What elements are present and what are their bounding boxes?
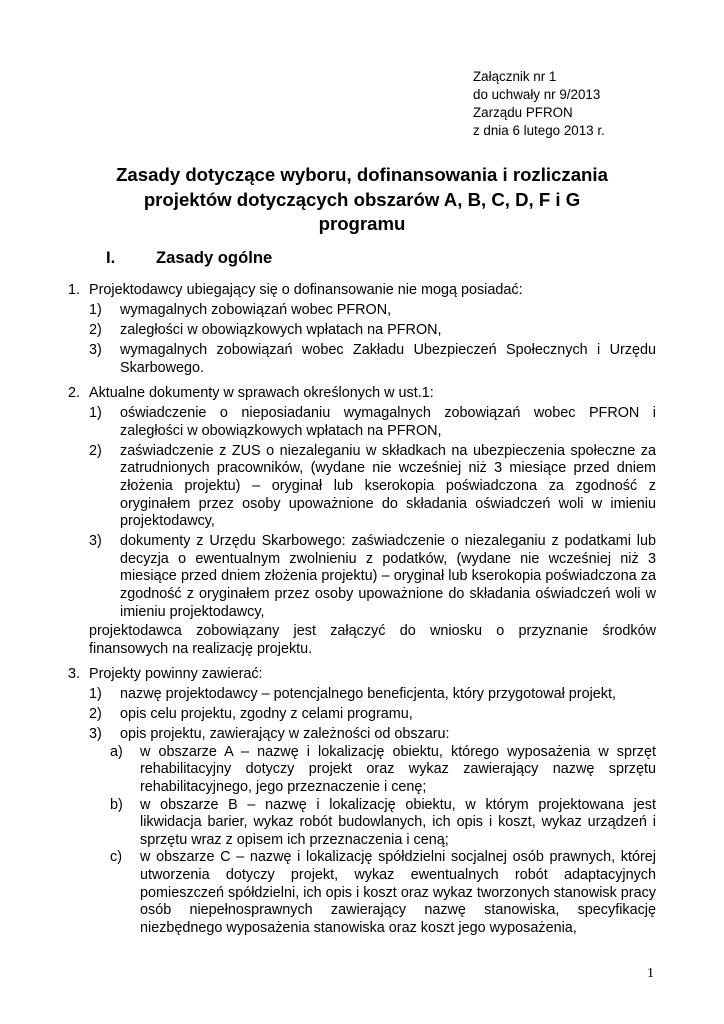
sub-item xyxy=(89,322,656,340)
sub-sub-item xyxy=(110,849,656,937)
sub-item-text: nazwę projektodawcy – potencjalnego beneficjenta, który przygotował projekt, xyxy=(120,685,616,702)
item-number: 3. xyxy=(68,665,81,682)
sub-item-text: wymagalnych zobowiązań wobec PFRON, xyxy=(120,302,392,319)
item-number: 2. xyxy=(68,384,81,401)
sub-item xyxy=(89,443,656,531)
annex-line: do uchwały nr 9/2013 xyxy=(473,87,601,102)
sub-item-number: 3) xyxy=(89,342,102,359)
sub-sub-item-text: w obszarze A – nazwę i lokalizację obiektu, którego wyposażenia w sprzęt rehabilitacyjny dotyczy projekt oraz wykaz zawierający nazwę sprzętu rehabilitacyjnego, jego przeznaczenie i cenę; xyxy=(140,743,656,795)
sub-item-number: 1) xyxy=(89,685,102,702)
item-text: Projekty powinny zawierać: xyxy=(89,665,263,682)
item-closing-text: projektodawca zobowiązany jest załączyć do wniosku o przyznanie środków finansowych na realizację projektu. xyxy=(89,623,656,657)
sub-item-number: 1) xyxy=(89,302,102,319)
sub-item xyxy=(89,302,656,320)
title-line: Zasady dotyczące wyboru, dofinansowania i rozliczania xyxy=(116,164,608,185)
list-item xyxy=(68,282,656,377)
sub-sub-item xyxy=(110,744,656,797)
sub-item-text: zaległości w obowiązkowych wpłatach na PFRON, xyxy=(120,322,442,339)
document-body xyxy=(68,282,656,945)
item-text: Aktualne dokumenty w sprawach określonych w ust.1: xyxy=(89,384,434,401)
sub-item-number: 2) xyxy=(89,442,102,459)
title-line: projektów dotyczących obszarów A, B, C, D, F i G xyxy=(143,188,581,210)
sub-item-text: opis celu projektu, zgodny z celami programu, xyxy=(120,706,413,723)
sub-item-number: 3) xyxy=(89,726,102,743)
sub-item xyxy=(89,686,656,704)
annex-line: Załącznik nr 1 xyxy=(473,69,557,84)
annex-header xyxy=(473,68,605,140)
section-title: Zasady ogólne xyxy=(156,248,273,267)
list-item xyxy=(68,385,656,658)
sub-item xyxy=(89,533,656,621)
sub-sub-item-text: w obszarze C – nazwę i lokalizację spółdzielni socjalnej osób prawnych, której utworzenia dotyczy projekt, wykaz ewentualnych robót adaptacyjnych pomieszczeń spółdzielni, ich opis i koszt oraz wykaz tworzonych stanowisk pracy osób niepełnosprawnych zawierający nazwę stanowiska, specyfikację niezbędnego wyposażenia stanowiska oraz koszt jego wyposażenia, xyxy=(140,849,656,936)
sub-sub-item-letter: b) xyxy=(110,796,123,813)
sub-item-text: dokumenty z Urzędu Skarbowego: zaświadczenie o niezaleganiu z podatkami lub decyzja o ewentualnym zwolnieniu z podatków, (wydane nie wcześniej niż 3 miesiące przed dniem złożenia projektu) – oryginał lub kserokopia poświadczona za zgodność z oryginałem przez osoby upoważnione do składania oświadczeń woli w imieniu projektodawcy, xyxy=(120,533,656,620)
sub-item xyxy=(89,726,656,744)
sub-sub-item-letter: a) xyxy=(110,743,123,760)
item-number: 1. xyxy=(68,282,81,298)
sub-item-number: 1) xyxy=(89,405,102,422)
sub-item-text: oświadczenie o nieposiadaniu wymagalnych zobowiązań wobec PFRON i zaległości w obowiązkowych wpłatach na PFRON, xyxy=(120,405,656,439)
section-number: I. xyxy=(106,248,116,267)
sub-sub-item xyxy=(110,797,656,850)
sub-sub-list xyxy=(110,744,656,938)
sub-item xyxy=(89,342,656,377)
sub-item xyxy=(89,706,656,724)
sub-item xyxy=(89,405,656,440)
sub-item-number: 3) xyxy=(89,533,102,550)
title-line: programu xyxy=(318,213,406,234)
sub-item-number: 2) xyxy=(89,322,102,339)
page-number: 1 xyxy=(647,966,654,981)
annex-line: Zarządu PFRON xyxy=(473,105,573,120)
sub-sub-item-letter: c) xyxy=(110,849,122,866)
list-item xyxy=(68,666,656,937)
sub-item-number: 2) xyxy=(89,706,102,723)
sub-item-text: opis projektu, zawierający w zależności od obszaru: xyxy=(120,726,450,743)
sub-item-text: zaświadczenie z ZUS o niezaleganiu w składkach na ubezpieczenia społeczne za zatrudnionych pracowników, (wydane nie wcześniej niż 3 miesiące przed dniem złożenia projektu) – oryginał lub kserokopia poświadczona za zgodność z oryginałem przez osoby upoważnione do składania oświadczeń woli w imieniu projektodawcy, xyxy=(120,442,656,530)
item-text: Projektodawcy ubiegający się o dofinansowanie nie mogą posiadać: xyxy=(89,282,523,298)
sub-sub-item-text: w obszarze B – nazwę i lokalizację obiektu, w którym projektowana jest likwidacja barier, wykaz robót budowlanych, ich opis i koszt, wykaz urządzeń i sprzętu wraz z opisem ich przeznaczenia i ceną; xyxy=(140,796,656,848)
document-title xyxy=(60,163,664,237)
annex-line: z dnia 6 lutego 2013 r. xyxy=(473,123,605,138)
sub-item-text: wymagalnych zobowiązań wobec Zakładu Ubezpieczeń Społecznych i Urzędu Skarbowego. xyxy=(120,342,656,376)
